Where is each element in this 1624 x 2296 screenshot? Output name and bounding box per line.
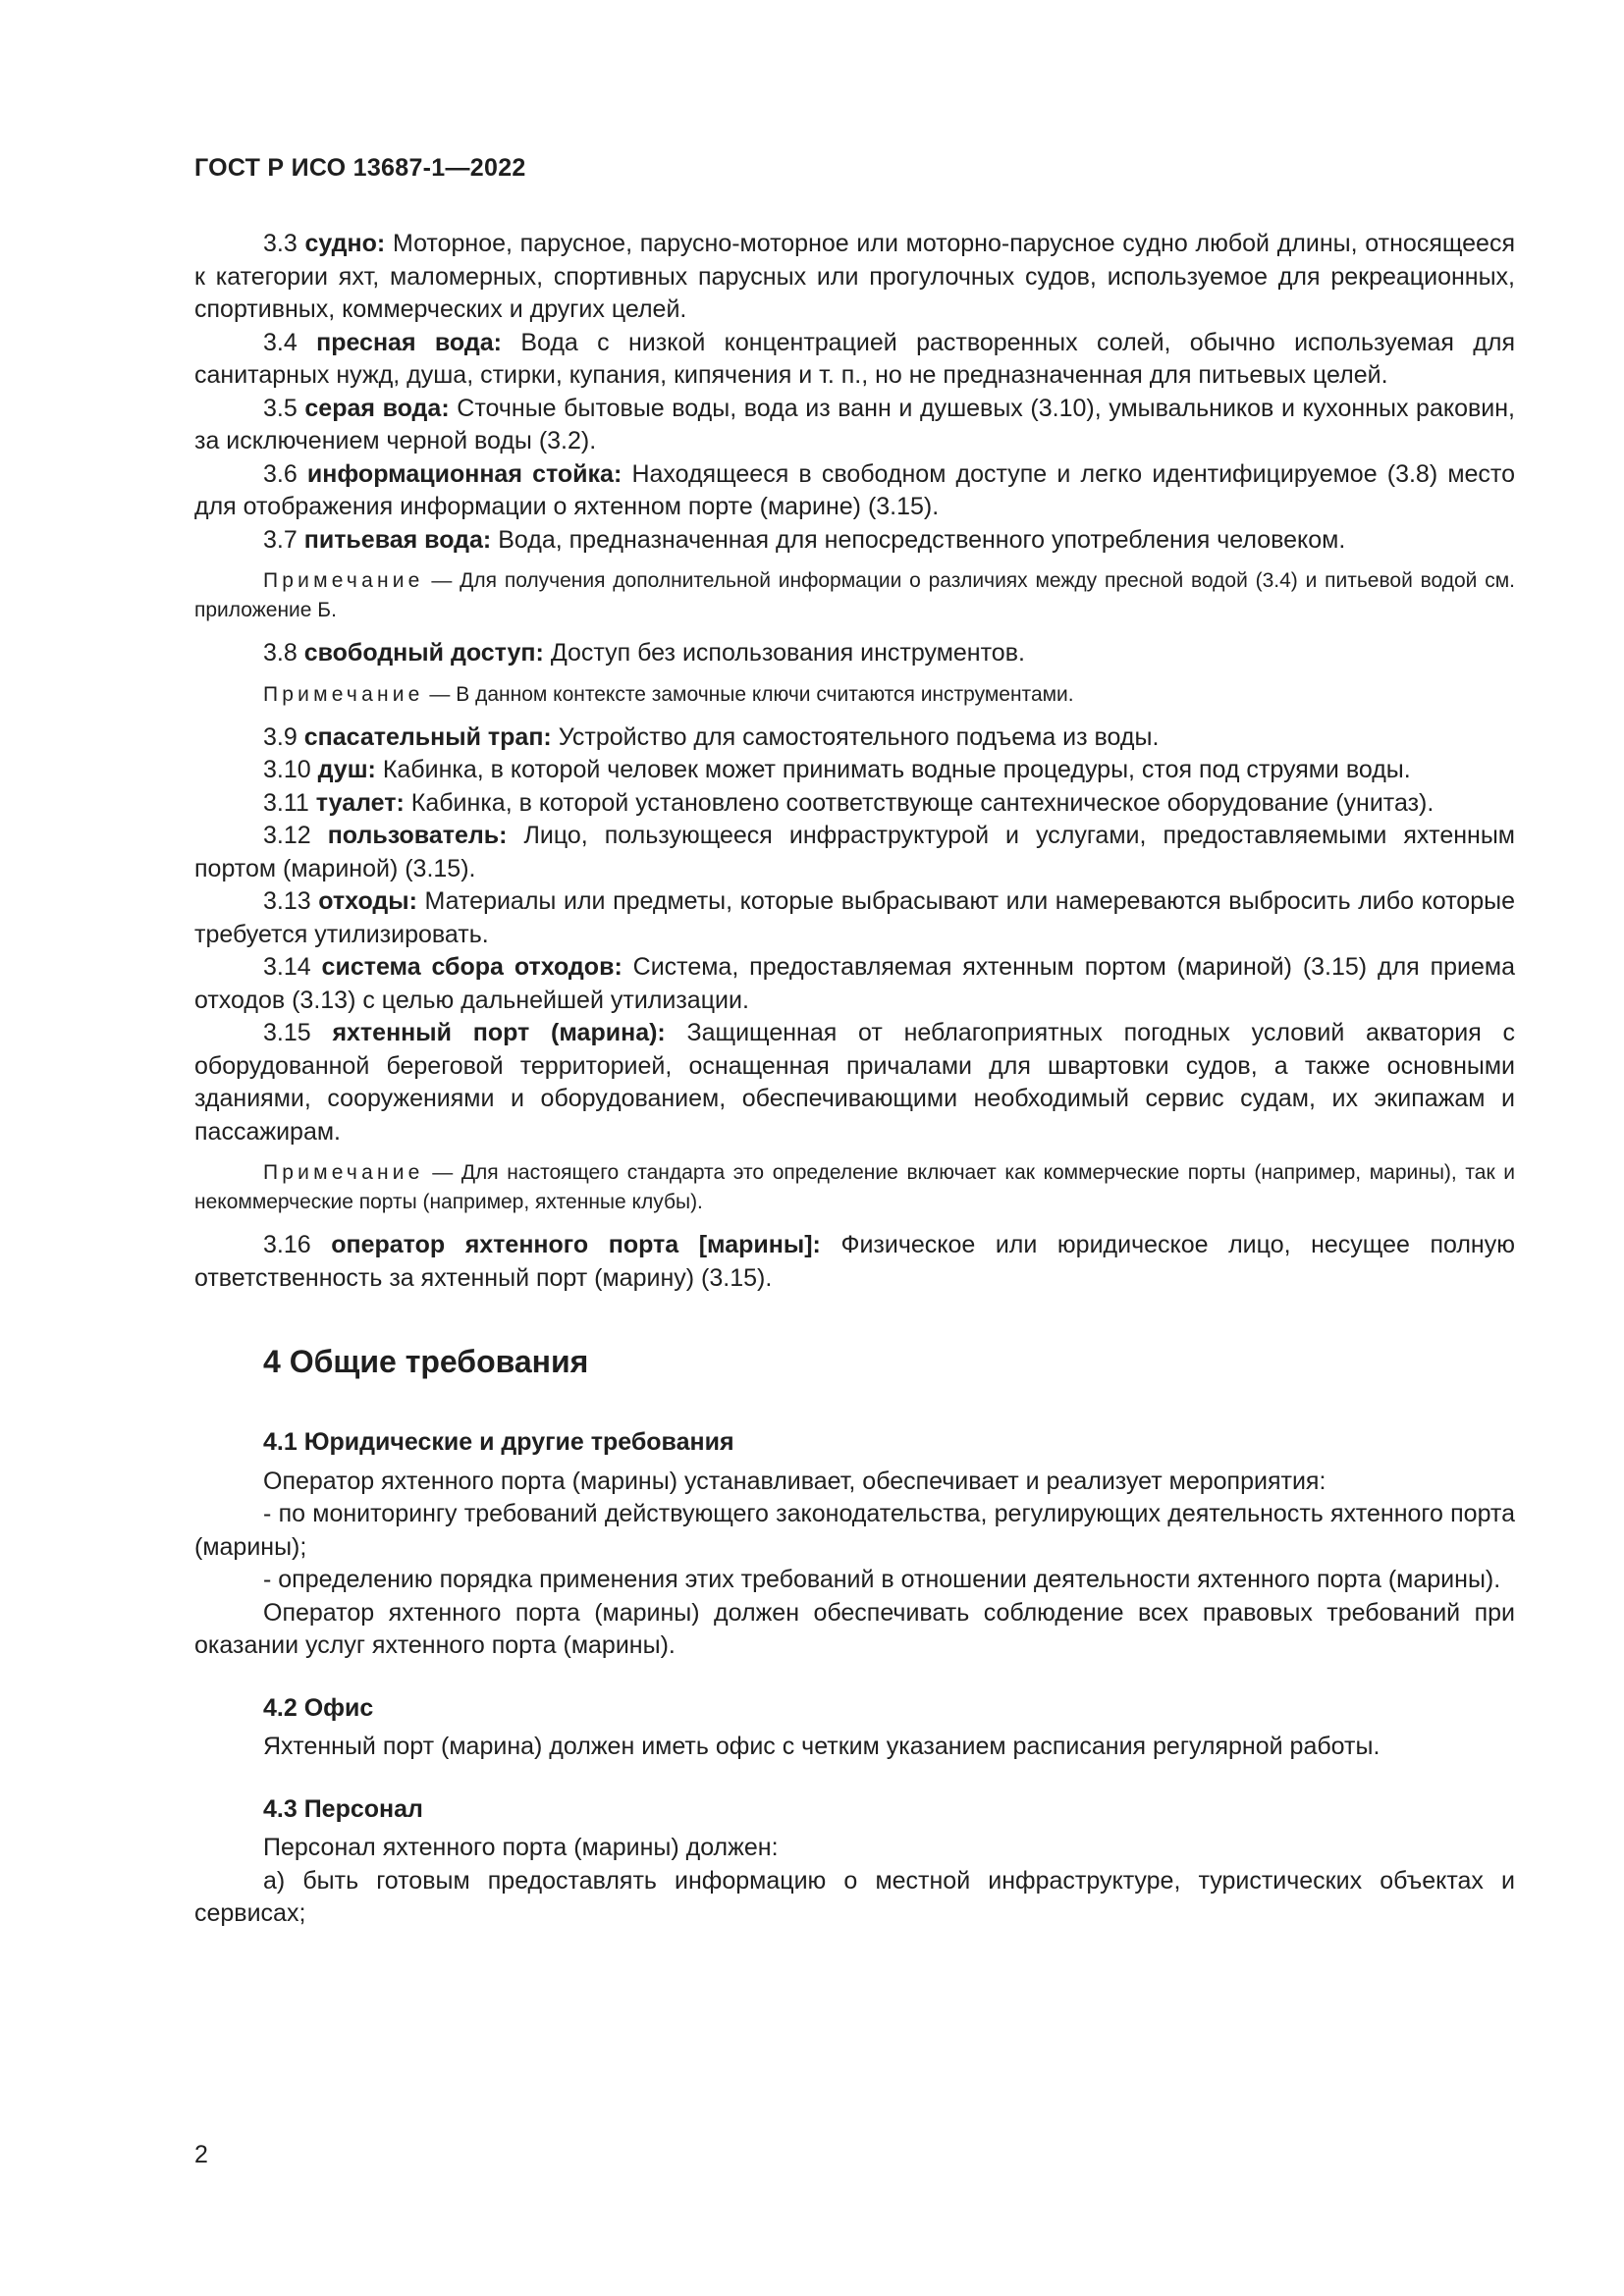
definition-3-8 bbox=[194, 637, 1515, 670]
definition-text: Система, предоставляемая яхтенным портом (мариной) (3.15) для приема отходов (3.13) с целью дальнейшей утилизации. bbox=[194, 953, 1515, 1014]
definition-3-9 bbox=[194, 721, 1515, 755]
paragraph: Оператор яхтенного порта (марины) должен обеспечивать соблюдение всех правовых требований при оказании услуг яхтенного порта (марины). bbox=[194, 1598, 1515, 1659]
section-4-3-title: 4.3 Персонал bbox=[263, 1794, 423, 1823]
definition-term: пользователь: bbox=[327, 822, 508, 849]
section-4-title: 4 Общие требования bbox=[263, 1344, 589, 1379]
definition-text: Физическое или юридическое лицо, несущее полную ответственность за яхтенный порт (марину) (3.15). bbox=[194, 1231, 1515, 1292]
note-label: Примечание bbox=[263, 569, 424, 592]
section-4-1-title: 4.1 Юридические и другие требования bbox=[263, 1428, 734, 1456]
definition-text: Кабинка, в которой установлено соответствующе сантехническое оборудование (унитаз). bbox=[410, 788, 1435, 817]
definition-term: яхтенный порт (марина): bbox=[332, 1019, 666, 1046]
note-text: — Для настоящего стандарта это определение включает как коммерческие порты (например, марины), так и некоммерческие порты (например, яхтенные клубы). bbox=[194, 1161, 1515, 1213]
definition-text: Лицо, пользующееся инфраструктурой и услугами, предоставляемыми яхтенным портом (мариной) (3.15). bbox=[194, 822, 1515, 882]
definition-term: система сбора отходов: bbox=[321, 953, 623, 981]
definition-term: душ: bbox=[317, 756, 376, 783]
definition-3-15 bbox=[194, 1017, 1515, 1148]
definition-3-16 bbox=[194, 1229, 1515, 1295]
definition-text: Вода, предназначенная для непосредственного употребления человеком. bbox=[498, 525, 1346, 554]
definition-number: 3.6 bbox=[263, 459, 298, 488]
definition-text: Доступ без использования инструментов. bbox=[550, 639, 1025, 667]
list-item: - по мониторингу требований действующего законодательства, регулирующих деятельность яхтенного порта (марины); bbox=[194, 1500, 1515, 1561]
note-text: — Для получения дополнительной информации о различиях между пресной водой (3.4) и питьевой водой см. приложение Б. bbox=[194, 569, 1515, 621]
definition-term: оператор яхтенного порта [марины]: bbox=[331, 1231, 821, 1258]
definition-number: 3.16 bbox=[263, 1231, 311, 1258]
list-item: - определению порядка применения этих требований в отношении деятельности яхтенного порта (марины). bbox=[263, 1566, 1501, 1593]
definition-3-3 bbox=[194, 228, 1515, 327]
definition-number: 3.8 bbox=[263, 639, 298, 667]
definition-number: 3.10 bbox=[263, 756, 311, 783]
note-label: Примечание bbox=[263, 682, 424, 706]
definition-number: 3.3 bbox=[263, 230, 298, 257]
definition-number: 3.9 bbox=[263, 722, 298, 751]
definition-number: 3.15 bbox=[263, 1019, 311, 1046]
note-label: Примечание bbox=[263, 1161, 424, 1184]
definition-term: информационная стойка: bbox=[306, 459, 623, 488]
definition-3-13 bbox=[194, 885, 1515, 951]
definition-3-12 bbox=[194, 820, 1515, 885]
definition-number: 3.7 bbox=[263, 525, 298, 554]
definition-3-14 bbox=[194, 951, 1515, 1017]
definition-3-5 bbox=[194, 393, 1515, 458]
definition-term: питьевая вода: bbox=[303, 525, 492, 554]
definition-3-6 bbox=[194, 458, 1515, 524]
definition-text: Кабинка, в которой человек может принимать водные процедуры, стоя под струями воды. bbox=[382, 756, 1411, 783]
definition-text: Вода с низкой концентрацией растворенных солей, обычно используемая для санитарных нужд, душа, стирки, купания, кипячения и т. п., но не предназначенная для питьевых целей. bbox=[194, 328, 1516, 389]
definition-number: 3.4 bbox=[263, 328, 298, 356]
definition-number: 3.14 bbox=[263, 953, 311, 981]
definition-text: Находящееся в свободном доступе и легко идентифицируемое (3.8) место для отображения информации о яхтенном порте (марине) (3.15). bbox=[194, 459, 1515, 520]
definition-number: 3.13 bbox=[263, 887, 311, 915]
note-text: — В данном контексте замочные ключи считаются инструментами. bbox=[429, 682, 1074, 706]
definition-term: спасательный трап: bbox=[303, 722, 552, 751]
definition-number: 3.5 bbox=[263, 394, 298, 422]
paragraph: Персонал яхтенного порта (марины) должен: bbox=[263, 1834, 779, 1861]
definition-3-10 bbox=[194, 754, 1515, 787]
page-number: 2 bbox=[194, 2141, 208, 2168]
definition-term: туалет: bbox=[315, 788, 405, 817]
definition-term: судно: bbox=[304, 230, 386, 257]
definition-number: 3.12 bbox=[263, 822, 311, 849]
definition-number: 3.11 bbox=[263, 788, 309, 817]
list-item: а) быть готовым предоставлять информацию о местной инфраструктуре, туристических объектах и сервисах; bbox=[194, 1866, 1515, 1927]
paragraph: Оператор яхтенного порта (марины) устанавливает, обеспечивает и реализует мероприятия: bbox=[263, 1467, 1326, 1495]
definition-text: Материалы или предметы, которые выбрасывают или намереваются выбросить либо которые требуется утилизировать. bbox=[194, 887, 1515, 948]
definition-3-4 bbox=[194, 327, 1515, 393]
definition-text: Моторное, парусное, парусно-моторное или моторно-парусное судно любой длины, относящееся к категории яхт, маломерных, спортивных парусных или прогулочных судов, используемое для рекреационных, спортивных, коммерческих и других целей. bbox=[194, 230, 1515, 323]
document-header: ГОСТ Р ИСО 13687-1—2022 bbox=[194, 154, 526, 182]
note-1 bbox=[194, 566, 1515, 625]
definition-term: пресная вода: bbox=[316, 328, 502, 356]
definition-text: Сточные бытовые воды, вода из ванн и душевых (3.10), умывальников и кухонных раковин, за исключением черной воды (3.2). bbox=[194, 394, 1515, 454]
definition-3-11 bbox=[194, 787, 1515, 821]
document-body bbox=[194, 228, 1515, 1931]
paragraph: Яхтенный порт (марина) должен иметь офис с четким указанием расписания регулярной работы. bbox=[263, 1733, 1380, 1760]
definition-3-7 bbox=[194, 524, 1515, 558]
definition-text: Защищенная от неблагоприятных погодных условий акватория с оборудованной береговой территорией, оснащенная причалами для швартовки судов, а также основными зданиями, сооружениями и оборудованием, обеспечивающими необходимый сервис судам, их экипажам и пассажирам. bbox=[194, 1019, 1515, 1146]
definition-term: свободный доступ: bbox=[303, 639, 544, 667]
definition-text: Устройство для самостоятельного подъема из воды. bbox=[558, 722, 1160, 751]
note-3 bbox=[194, 1158, 1515, 1217]
note-2 bbox=[194, 680, 1515, 710]
section-4-2-title: 4.2 Офис bbox=[263, 1693, 374, 1722]
definition-term: серая вода: bbox=[304, 394, 450, 422]
definition-term: отходы: bbox=[318, 887, 417, 915]
